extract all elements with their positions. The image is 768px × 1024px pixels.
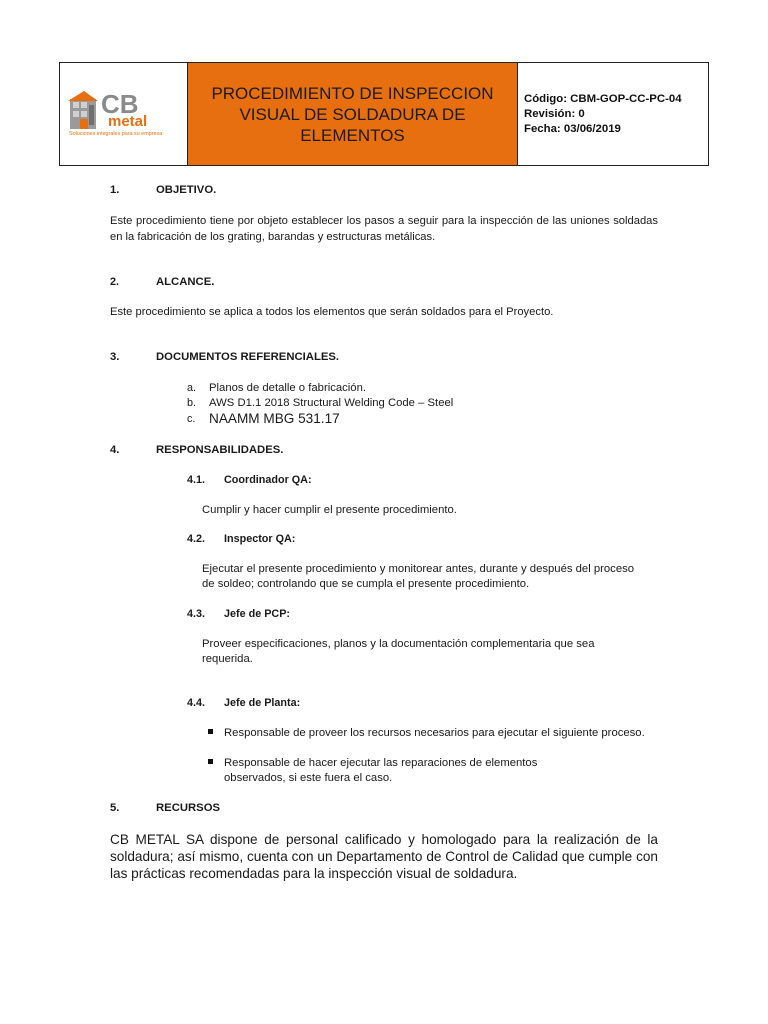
section-4-title: RESPONSABILIDADES. xyxy=(156,444,284,456)
section-1-text: Este procedimiento tiene por objeto establecer los pasos a seguir para la inspección de las uniones soldadas en la fabricación de los grating, barandas y estructuras metálicas. xyxy=(110,215,658,243)
svg-text:metal: metal xyxy=(108,113,148,130)
svg-text:CB: CB xyxy=(101,89,139,119)
logo-cell xyxy=(60,63,188,165)
subsection-4-4-bullet-2-line1: Responsable de hacer ejecutar las reparaciones de elementos xyxy=(224,757,538,769)
subsection-4-3-text-line2: requerida. xyxy=(202,653,253,665)
list-item-a-letter: a. xyxy=(187,382,197,394)
document-revision: Revisión: 0 xyxy=(524,108,585,120)
section-1-number: 1. xyxy=(110,184,120,196)
document-info xyxy=(518,63,708,165)
section-2-text: Este procedimiento se aplica a todos los elementos que serán soldados para el Proyecto. xyxy=(110,306,554,318)
subsection-4-4-bullet-2-line2: observados, si este fuera el caso. xyxy=(224,772,393,784)
bullet-icon xyxy=(208,759,213,764)
document-header xyxy=(59,62,709,166)
bullet-icon xyxy=(208,729,213,734)
list-item-b-text: AWS D1.1 2018 Structural Welding Code – Steel xyxy=(209,397,454,409)
subsection-4-3-text-line1: Proveer especificaciones, planos y la documentación complementaria que sea xyxy=(202,638,595,650)
section-1-title: OBJETIVO. xyxy=(156,184,217,196)
section-5-text: CB METAL SA dispone de personal calificado y homologado para la realización de la soldadura; así mismo, cuenta con un Departamento de Control de Calidad que cumple con las prácticas recomendadas para la inspección visual de soldadura. xyxy=(110,832,658,881)
subsection-4-3-number: 4.3. xyxy=(187,608,206,620)
subsection-4-4-number: 4.4. xyxy=(187,697,206,709)
subsection-4-1-number: 4.1. xyxy=(187,474,206,486)
subsection-4-2-title: Inspector QA: xyxy=(224,533,296,545)
document-code: Código: CBM-GOP-CC-PC-04 xyxy=(524,93,682,105)
section-3-number: 3. xyxy=(110,351,120,363)
section-2-number: 2. xyxy=(110,276,120,288)
svg-text:Soluciones integrales para su: Soluciones integrales para su empresa xyxy=(69,131,163,137)
section-5-title: RECURSOS xyxy=(156,802,221,814)
subsection-4-3-title: Jefe de PCP: xyxy=(224,608,291,620)
subsection-4-4-bullet-1: Responsable de proveer los recursos necesarios para ejecutar el siguiente proceso. xyxy=(224,727,645,739)
subsection-4-2-number: 4.2. xyxy=(187,533,206,545)
subsection-4-4-title: Jefe de Planta: xyxy=(224,697,301,709)
subsection-4-2-text-line1: Ejecutar el presente procedimiento y monitorear antes, durante y después del proceso xyxy=(202,563,635,575)
list-item-c-letter: c. xyxy=(187,413,196,425)
subsection-4-2-text-line2: de soldeo; controlando que se cumpla el presente procedimiento. xyxy=(202,578,530,590)
document-date: Fecha: 03/06/2019 xyxy=(524,123,621,135)
subsection-4-1-text: Cumplir y hacer cumplir el presente procedimiento. xyxy=(202,504,457,516)
section-5-number: 5. xyxy=(110,802,120,814)
section-3-title: DOCUMENTOS REFERENCIALES. xyxy=(156,351,340,363)
subsection-4-1-title: Coordinador QA: xyxy=(224,474,312,486)
document-title: PROCEDIMIENTO DE INSPECCION VISUAL DE SOLDADURA DE ELEMENTOS xyxy=(188,63,518,165)
list-item-b-letter: b. xyxy=(187,397,197,409)
section-2-title: ALCANCE. xyxy=(156,276,215,288)
cb-metal-logo xyxy=(68,89,180,137)
section-4-number: 4. xyxy=(110,444,120,456)
list-item-c-text: NAAMM MBG 531.17 xyxy=(209,411,340,426)
list-item-a-text: Planos de detalle o fabricación. xyxy=(209,382,367,394)
